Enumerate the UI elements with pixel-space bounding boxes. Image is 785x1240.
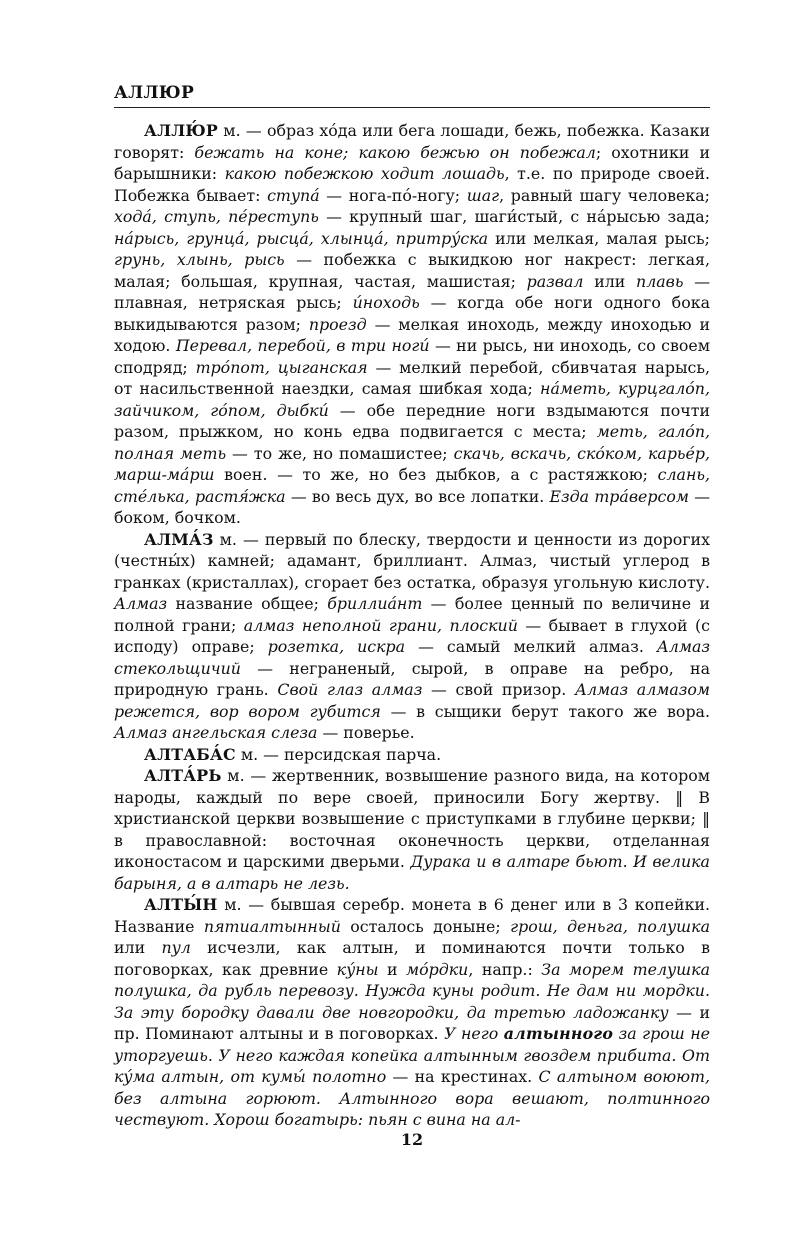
entry-text: — во весь дух, во все лопатки. — [285, 486, 550, 506]
entry-text: — на крестинах. — [386, 1067, 539, 1086]
entry-italic: Алмаз — [114, 594, 168, 613]
entry-italic: развал — [526, 271, 584, 291]
entry-italic: алмаз неполной грани, плоский — [243, 615, 518, 635]
entry-italic: У него — [444, 1024, 504, 1043]
entry-text: ; охотники и барышники: — [114, 142, 710, 183]
entry-text: — поверье. — [317, 723, 415, 742]
entry-italic: мо́рдки — [406, 959, 469, 979]
entry-italic: ступа́ — [267, 185, 320, 205]
entry-text: — и пр. Поминают алтыны и в поговорках. — [114, 1002, 710, 1043]
entry-text: — неграненый, сырой, в оправе на ребро, на природную грань. — [114, 658, 710, 699]
entry-italic: пул — [161, 938, 191, 957]
headword: АЛТАБА́С — [144, 744, 236, 764]
entry-italic: За морем телушка полушка, да рубль перевозу. Нужда куны родит. Не дам ни мордки. За эту бородку давали две новгородки, да третью ладожанку — [114, 959, 710, 1022]
entry-italic: Алмаз алмазом режется, вор вором губится — [114, 680, 711, 721]
entry-italic: скачь, вскачь, ско́ком, карье́р, марш-ма́рш — [114, 443, 711, 484]
entry-italic: грош, деньга, полушка — [510, 916, 710, 936]
entry-text: — более ценный по величине и полной грани; — [114, 594, 710, 635]
entry-text: или мелкая, малая рысь; — [488, 228, 710, 248]
entry-altyn — [114, 894, 710, 1131]
page-number: 12 — [400, 1130, 424, 1149]
entry-text: м. — образ хо́да или бега лошади, бежь, побежка. Казаки говорят: — [114, 121, 710, 162]
entry-allyur — [114, 120, 710, 529]
entry-text: — крупный шаг, шаги́стый, с на́рысью зада; — [318, 207, 710, 226]
entry-text: , напр.: — [468, 959, 542, 979]
entry-text: — боком, бочком. — [114, 486, 710, 527]
entry-italic: и́ноходь — [352, 293, 420, 312]
running-head: АЛЛЮР — [114, 82, 710, 108]
headword: АЛТА́РЬ — [144, 766, 222, 785]
entry-italic: плавь — [636, 271, 684, 291]
entry-text: — бывает в глухой (с исподу) оправе; — [114, 615, 710, 656]
dictionary-page — [114, 82, 711, 1149]
entry-text: и — [378, 959, 406, 979]
entry-italic: какою побежкою ходит лошадь — [224, 164, 505, 183]
entry-text: или — [114, 938, 162, 957]
headword: АЛЛЮ́Р — [144, 121, 219, 140]
entry-italic: ку́ны — [336, 959, 379, 979]
entry-italic: бриллиа́нт — [327, 594, 423, 613]
entry-text: , равный шагу человека; — [499, 185, 710, 205]
entry-altabas — [114, 744, 710, 766]
entry-text: — то же, но помашистее; — [226, 443, 454, 463]
entry-italic: пятиалтынный — [203, 916, 341, 936]
entry-italic: С алтыном воюют, без алтына горюют. Алтынного вора вешают, полтинного чествуют. Хорош богатырь: пьян с вина на ал- — [114, 1067, 711, 1129]
entry-text: , т.е. по природе своей. Побежка бывает: — [114, 164, 710, 205]
entry-text: — обе передние ноги вздымаются почти разом, прыжком, но конь едва подвигается с места; — [114, 400, 710, 441]
entry-italic: Перевал, перебой, в три ноги́ — [175, 336, 430, 355]
entry-text: м. — первый по блеску, твердости и ценности из дорогих (честны́х) камней; адамант, бриллиант. Алмаз, чистый углерод в гранках (кристаллах), сгорает без остатка, образуя угольную кислоту. — [114, 529, 710, 592]
entry-text: или — [583, 271, 637, 291]
entry-italic: тро́пот, цыганская — [195, 357, 368, 377]
entry-text: — самый мелкий алмаз. — [405, 637, 657, 656]
entry-text: м. — жертвенник, возвышение разного вида, на котором народы, каждый по вере своей, приносили Богу жертву. ‖ В христианской церкви возвышение с приступками в глубине церкви; ‖ в православной: восточная оконечность церкви, отделанная иконостасом и царскими дверьми. — [114, 766, 710, 871]
entries-body — [114, 120, 710, 1131]
entry-text: — нога-по́-ногу; — [319, 185, 467, 205]
entry-italic: Алмаз ангельская слеза — [114, 723, 318, 742]
entry-italic: проезд — [308, 314, 367, 334]
entry-italic: грунь, хлынь, рысь — [114, 250, 285, 269]
entry-italic: Алмаз стекольщичий — [114, 637, 710, 678]
entry-text: — плавная, нетряская рысь; — [114, 271, 710, 312]
entry-text: — побежка с выкидкою ног накрест: легкая, малая; большая, крупная, частая, машистая; — [114, 250, 710, 291]
entry-text: — мелкий перебой, сбивчатая нарысь, от насильственной наездки, самая шибкая хода; — [114, 357, 711, 398]
entry-italic: шаг — [466, 185, 500, 205]
entry-text: название общее; — [167, 594, 328, 613]
entry-italic: на́рысь, грунца́, рысца́, хлынца́, притру́ска — [114, 228, 489, 248]
entry-italic: розетка, искра — [267, 637, 406, 656]
entry-text: — свой призор. — [422, 680, 575, 699]
entry-italic: слань, сте́лька, растя́жка — [114, 465, 710, 506]
entry-italic: меть, гало́п, полная меть — [114, 422, 711, 463]
entry-text: — мелкая иноходь, между иноходью и ходою. — [114, 314, 711, 355]
entry-italic: за грош не уторгуешь. У него каждая копейка алтынным гвоздем прибита. От ку́ма алтын, от кумы́ полотно — [114, 1024, 711, 1086]
entry-text: — в сыщики берут такого же вора. — [380, 701, 710, 721]
entry-text: м. — бывшая серебр. монета в 6 денег или в 3 копейки. Название — [114, 895, 710, 936]
entry-italic: Свой глаз алмаз — [277, 680, 423, 699]
headword: АЛМА́З — [144, 529, 214, 549]
entry-italic: алтынного — [503, 1024, 614, 1043]
entry-text: исчезли, как алтын, и поминаются почти только в поговорках, как древние — [114, 938, 710, 979]
entry-italic: хода́, ступь, пе́реступь — [114, 207, 319, 226]
entry-italic: Дурака и в алтаре бьют. И велика барыня, а в алтарь не лезь. — [114, 852, 710, 893]
entry-almaz — [114, 529, 710, 744]
entry-italic: бежать на коне; какою бежью он побежал — [194, 142, 596, 162]
entry-text: воен. — то же, но без дыбков, а с растяжкою; — [214, 465, 658, 484]
entry-text: м. — персидская парча. — [235, 744, 442, 764]
entry-text: осталось доныне; — [340, 916, 511, 936]
headword: АЛТЫ́Н — [144, 895, 218, 914]
entry-text: — когда обе ноги одного бока выкидываются разом; — [114, 293, 710, 334]
entry-italic: Езда тра́версом — [549, 486, 689, 506]
entry-altar — [114, 765, 710, 894]
entry-text: — ни рысь, ни иноходь, со своем сподряд; — [114, 336, 711, 377]
entry-italic: на́меть, курцгало́п, зайчиком, го́пом, дыбки́ — [114, 379, 710, 420]
